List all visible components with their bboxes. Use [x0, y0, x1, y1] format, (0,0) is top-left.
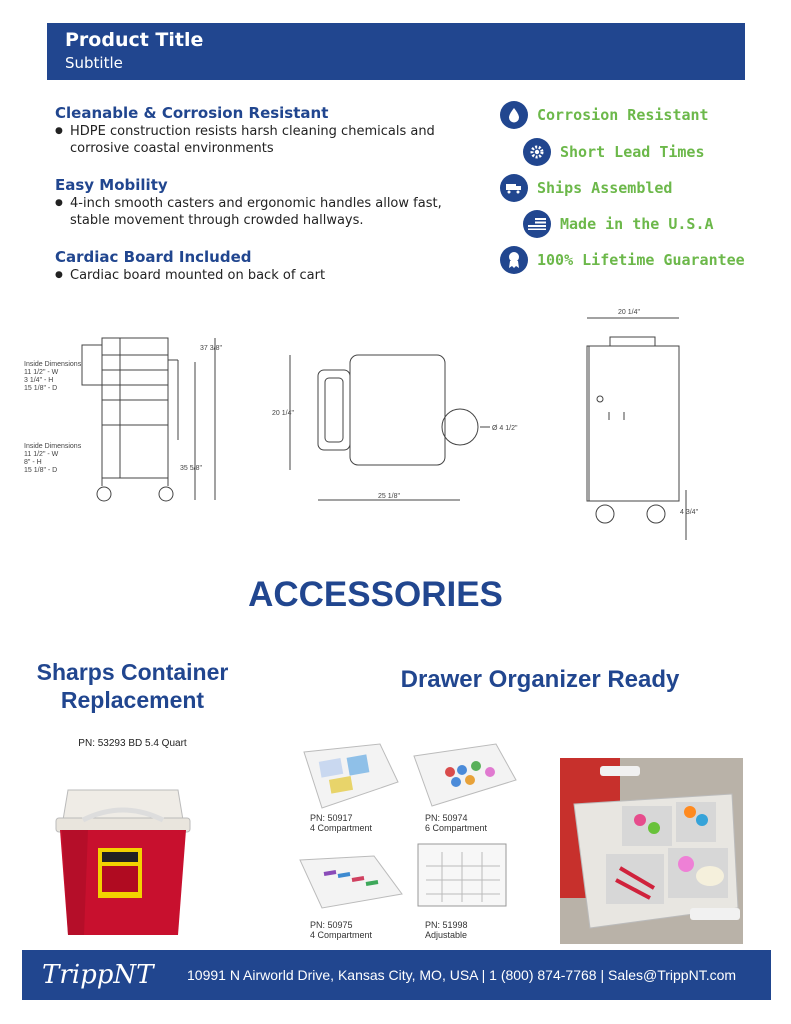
- dim-label: 20 1/4": [272, 410, 294, 417]
- drawer-photo: [560, 758, 743, 944]
- dim-label: 3 1/4" - H: [24, 377, 54, 384]
- feature-heading: Easy Mobility: [55, 176, 168, 194]
- gear-icon: [523, 138, 551, 166]
- top-view-drawing: [290, 355, 490, 500]
- dim-label: Inside Dimensions: [24, 443, 82, 450]
- header-bar: [47, 23, 745, 80]
- dim-label: 25 1/8": [378, 493, 400, 500]
- badge-label: Made in the U.S.A: [560, 215, 714, 233]
- dim-label: Inside Dimensions: [24, 361, 82, 368]
- organizer-description: Adjustable: [425, 930, 468, 940]
- us-flag-icon: [523, 210, 551, 238]
- dim-label: Ø 4 1/2": [492, 425, 518, 432]
- dim-label: 11 1/2" - W: [24, 369, 59, 376]
- organizer-adjustable-image: [412, 842, 512, 916]
- footer-contact: 10991 N Airworld Drive, Kansas City, MO, USA | 1 (800) 874-7768 | Sales@TrippNT.com: [187, 967, 737, 983]
- organizer-caption: [310, 920, 372, 940]
- feature-list: [55, 103, 485, 302]
- dim-label: 8" - H: [24, 459, 42, 466]
- product-title: Product Title: [65, 29, 204, 51]
- footer-bar: [22, 950, 771, 1000]
- organizer-description: 6 Compartment: [425, 823, 488, 833]
- badge-lead-times: [523, 137, 705, 167]
- truck-icon: [500, 174, 528, 202]
- product-subtitle: Subtitle: [65, 54, 123, 72]
- organizer-caption: [425, 813, 487, 833]
- dim-label: 20 1/4": [618, 309, 640, 316]
- organizer-description: 4 Compartment: [310, 930, 373, 940]
- dim-label: 15 1/8" - D: [24, 385, 58, 392]
- badge-ships-assembled: [500, 173, 672, 203]
- drawer-organizer-title: Drawer Organizer Ready: [400, 666, 680, 693]
- organizer-4-compartment-image-2: [296, 850, 406, 912]
- dim-label: 15 1/8" - D: [24, 467, 58, 474]
- badge-label: Ships Assembled: [537, 179, 673, 197]
- company-logo: TrippNT: [42, 960, 154, 990]
- organizer-4-compartment-image: [300, 742, 400, 810]
- badge-made-in-usa: [523, 209, 714, 239]
- organizer-caption: [310, 813, 372, 833]
- dim-label: 35 5/8": [180, 465, 202, 472]
- organizer-caption: [425, 920, 468, 940]
- sharps-part-number: PN: 53293 BD 5.4 Quart: [78, 738, 187, 749]
- feature-heading: Cardiac Board Included: [55, 248, 252, 266]
- badge-lifetime-guarantee: [500, 245, 745, 275]
- badge-label: Short Lead Times: [560, 143, 705, 161]
- droplet-icon: [500, 101, 528, 129]
- technical-drawings: [20, 300, 720, 550]
- organizer-part-number: PN: 50917: [310, 813, 353, 823]
- dim-label: 4 3/4": [680, 509, 699, 516]
- organizer-6-compartment-image: [410, 742, 520, 808]
- accessories-title: ACCESSORIES: [248, 575, 503, 614]
- award-ribbon-icon: [500, 246, 528, 274]
- sharps-container-image: [48, 780, 198, 940]
- badge-corrosion: [500, 100, 709, 130]
- badge-label: 100% Lifetime Guarantee: [537, 251, 745, 269]
- back-view-drawing: [587, 318, 686, 540]
- dim-label: 37 3/8": [200, 345, 222, 352]
- organizer-description: 4 Compartment: [310, 823, 373, 833]
- feature-heading: Cleanable & Corrosion Resistant: [55, 104, 329, 122]
- side-view-drawing: [82, 338, 215, 501]
- organizer-part-number: PN: 51998: [425, 920, 468, 930]
- sharps-title: Sharps Container Replacement: [36, 659, 229, 713]
- feature-bullet: ● 4-inch smooth casters and ergonomic handles allow fast, stable movement through crowded hallways.: [55, 195, 485, 229]
- dim-label: 11 1/2" - W: [24, 451, 59, 458]
- organizer-part-number: PN: 50975: [310, 920, 353, 930]
- badge-label: Corrosion Resistant: [537, 106, 709, 124]
- feature-bullet: ● Cardiac board mounted on back of cart: [55, 267, 485, 284]
- feature-bullet: ● HDPE construction resists harsh cleaning chemicals and corrosive coastal environments: [55, 123, 485, 157]
- organizer-part-number: PN: 50974: [425, 813, 468, 823]
